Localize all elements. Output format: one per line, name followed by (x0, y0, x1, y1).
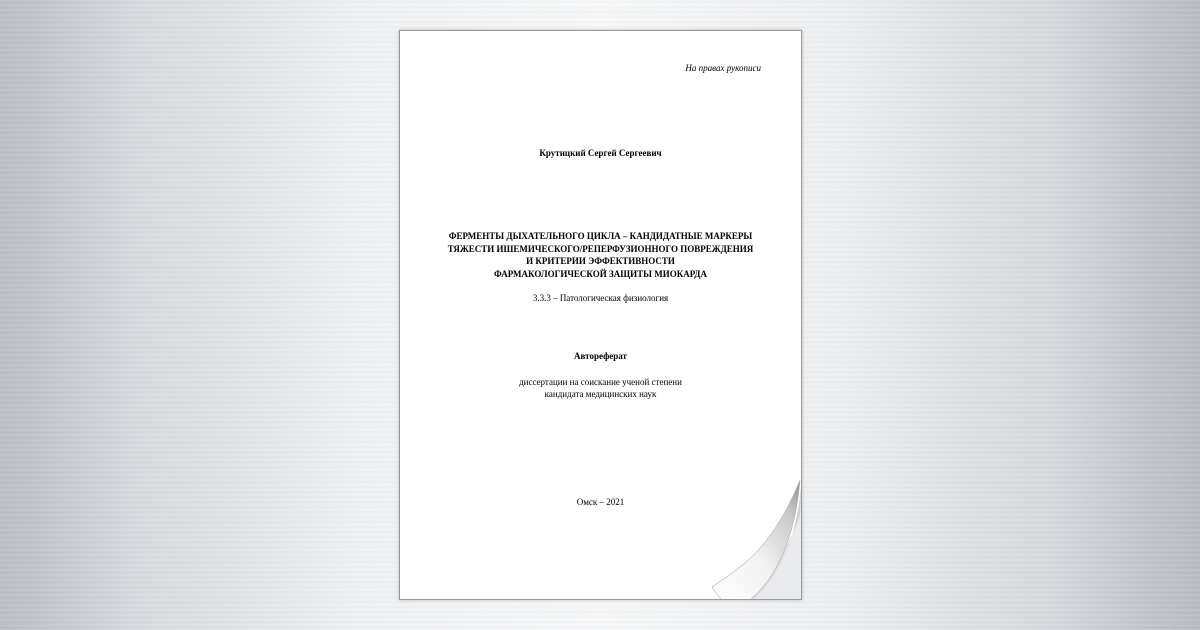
degree-statement (400, 376, 801, 400)
degree-line: кандидата медицинских наук (544, 389, 657, 399)
title-line: ТЯЖЕСТИ ИШЕМИЧЕСКОГО/РЕПЕРФУЗИОННОГО ПОВРЕЖДЕНИЯ (447, 243, 754, 254)
title-line: ФЕРМЕНТЫ ДЫХАТЕЛЬНОГО ЦИКЛА – КАНДИДАТНЫЕ МАРКЕРЫ (448, 231, 753, 241)
city-year: Омск – 2021 (576, 497, 625, 507)
document-page (399, 30, 802, 600)
title-line: ФАРМАКОЛОГИЧЕСКОЙ ЗАЩИТЫ МИОКАРДА (494, 268, 707, 279)
dissertation-title (400, 230, 801, 280)
author-name: Крутицкий Сергей Сергеевич (539, 148, 662, 158)
specialty-code: 3.3.3 – Патологическая физиология (532, 293, 669, 303)
page-curl-icon (712, 475, 802, 600)
title-line: И КРИТЕРИИ ЭФФЕКТИВНОСТИ (526, 256, 675, 266)
abstract-label: Автореферат (574, 351, 627, 361)
degree-line: диссертации на соискание ученой степени (519, 377, 682, 387)
manuscript-note: На правах рукописи (685, 63, 761, 73)
